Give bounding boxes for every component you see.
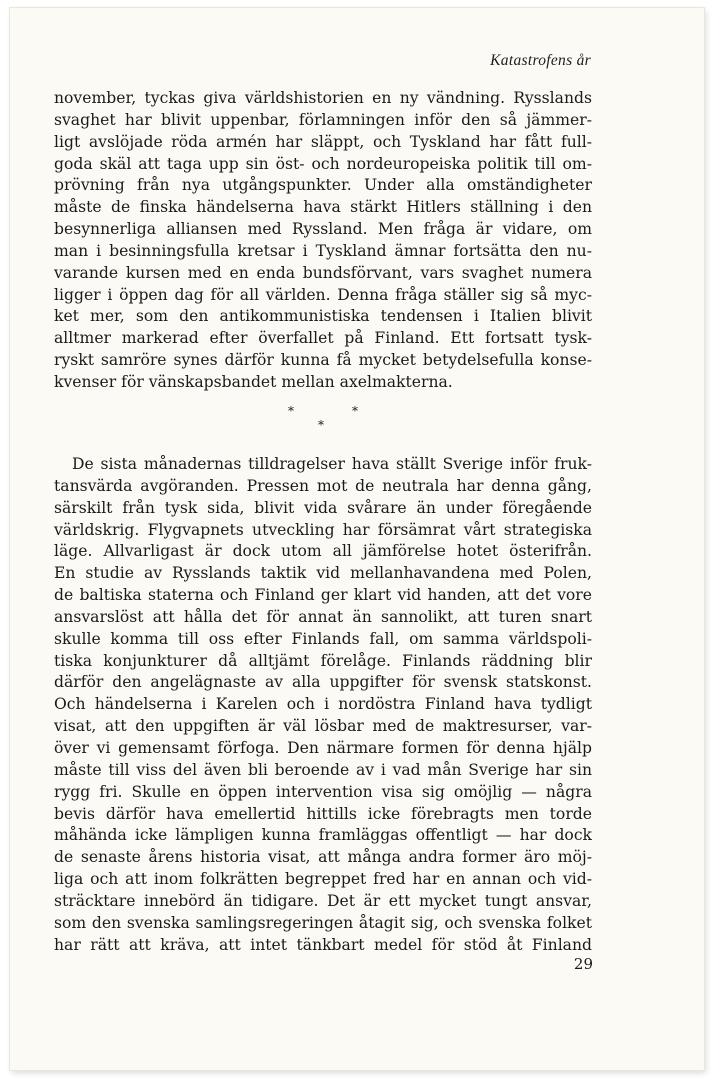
- page-number: 29: [573, 955, 593, 973]
- text-line: De sista månadernas tilldragelser hava ställt Sverige inför fruk-: [72, 455, 592, 473]
- separator-star: *: [352, 404, 358, 418]
- text-line: Och händelserna i Karelen och i nordöstra Finland hava tydligt: [54, 695, 592, 714]
- text-line: bevis därför hava emellertid hittills icke förebragts men torde: [54, 804, 592, 823]
- text-line: måhända icke lämpligen kunna framläggas offentligt — har dock: [54, 826, 592, 845]
- text-line: november, tyckas giva världshistorien en ny vändning. Rysslands: [54, 89, 592, 107]
- text-line: har rätt att kräva, att intet tänkbart medel för stöd åt Finland: [54, 935, 592, 954]
- text-line: måste till viss del även bli beroende av i vad mån Sverige har sin: [54, 760, 592, 779]
- paragraph-1: [54, 88, 592, 394]
- separator-star: *: [288, 404, 294, 418]
- text-line: ligger i öppen dag för all världen. Denna fråga ställer sig så myc-: [54, 285, 592, 304]
- text-line: som den svenska samlingsregeringen åtagit sig, och svenska folket: [54, 913, 592, 932]
- paragraph-2: [54, 454, 592, 956]
- running-header: Katastrofens år: [490, 52, 591, 69]
- text-line: varande kursen med en enda bundsförvant, vars svaghet numera: [54, 263, 592, 282]
- text-line: de baltiska staterna och Finland ger klart vid handen, att det vore: [54, 586, 592, 605]
- text-line: En studie av Rysslands taktik vid mellanhavandena med Polen,: [54, 564, 592, 583]
- text-line: tansvärda avgöranden. Pressen mot de neutrala har denna gång,: [54, 476, 592, 495]
- text-line: måste de finska händelserna hava stärkt Hitlers ställning i den: [54, 198, 592, 217]
- text-line: ansvarslöst att hålla det för annat än sannolikt, att turen snart: [54, 607, 592, 626]
- text-line: goda skäl att taga upp sin öst- och nordeuropeiska politik till om-: [54, 154, 592, 173]
- text-line: kvenser för vänskapsbandet mellan axelmakterna.: [54, 372, 453, 391]
- text-line: prövning från nya utgångspunkter. Under alla omständigheter: [54, 176, 592, 195]
- text-line: läge. Allvarligast är dock utom all jämförelse hotet österifrån.: [54, 542, 592, 561]
- text-line: skulle komma till oss efter Finlands fall, om samma världspoli-: [54, 629, 592, 648]
- text-line: svaghet har blivit uppenbar, förlamningen inför den så jämmer-: [54, 110, 592, 129]
- text-line: världskrig. Flygvapnets utveckling har försämrat vårt strategiska: [54, 520, 592, 539]
- text-line: tiska konjunkturer då alltjämt förelåge. Finlands räddning blir: [54, 651, 592, 670]
- separator-star: *: [318, 418, 324, 432]
- text-line: sträcktare innebörd än tidigare. Det är ett mycket tungt ansvar,: [54, 891, 592, 910]
- text-line: de senaste årens historia visat, att många andra former äro möj-: [54, 848, 592, 867]
- text-line: därför den angelägnaste av alla uppgifter för svensk statskonst.: [54, 673, 592, 692]
- section-separator: [0, 398, 713, 438]
- text-line: över vi gemensamt förfoga. Den närmare formen för denna hjälp: [54, 738, 592, 757]
- text-line: visat, att den uppgiften är väl lösbar med de maktresurser, var-: [54, 717, 592, 736]
- text-line: alltmer markerad efter överfallet på Finland. Ett fortsatt tysk-: [54, 329, 592, 348]
- text-line: ligt avslöjade röda armén har släppt, och Tyskland har fått full-: [54, 132, 592, 151]
- text-line: besynnerliga alliansen med Ryssland. Men fråga är vidare, om: [54, 220, 592, 239]
- text-line: liga och att inom folkrätten begreppet fred har en annan och vid-: [54, 870, 592, 889]
- text-line: ryskt samröre synes därför kunna få mycket betydelsefulla konse-: [54, 351, 592, 370]
- text-line: särskilt från tysk sida, blivit vida svårare än under föregående: [54, 498, 592, 517]
- text-line: man i besinningsfulla kretsar i Tyskland ämnar fortsätta den nu-: [54, 241, 592, 260]
- text-line: rygg fri. Skulle en öppen intervention visa sig omöjlig — några: [54, 782, 592, 801]
- text-line: ket mer, som den antikommunistiska tendensen i Italien blivit: [54, 307, 592, 326]
